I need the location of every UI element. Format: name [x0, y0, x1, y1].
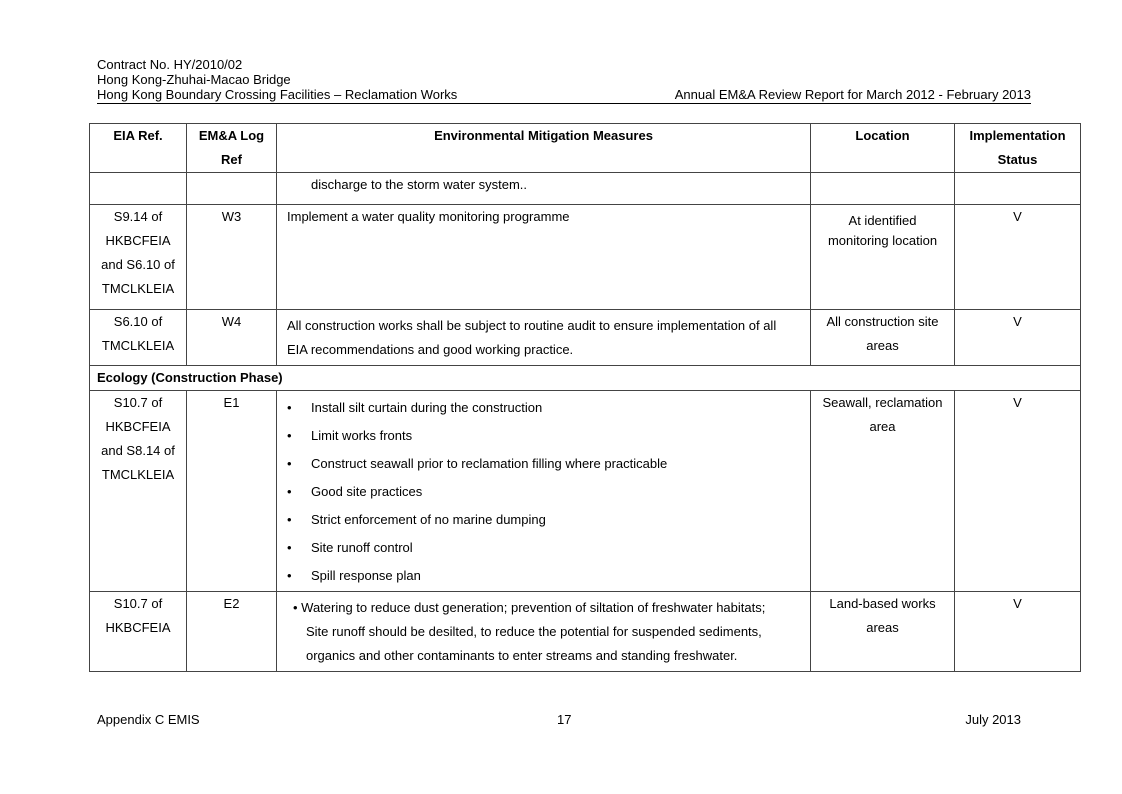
col-eia-ref: EIA Ref. [90, 124, 187, 173]
status-cell: V [955, 310, 1081, 366]
status-cell: V [955, 205, 1081, 310]
table-row [90, 173, 1081, 205]
measure-cell: Implement a water quality monitoring programme [277, 205, 811, 310]
table-row [90, 205, 1081, 310]
eia-ref-cell: S9.14 of HKBCFEIA and S6.10 of TMCLKLEIA [90, 205, 187, 310]
log-ref-cell: E1 [187, 391, 277, 592]
log-ref-cell: W4 [187, 310, 277, 366]
list-item: • Good site practices [287, 478, 804, 506]
measure-cell: All construction works shall be subject to routine audit to ensure implementation of all EIA recommendations and good working practice. [277, 310, 811, 366]
bullet-list [287, 394, 804, 590]
project-name: Hong Kong-Zhuhai-Macao Bridge [97, 72, 291, 87]
section-title: Ecology (Construction Phase) [90, 366, 1081, 391]
log-ref-cell: W3 [187, 205, 277, 310]
col-location: Location [811, 124, 955, 173]
measure-cell: • Watering to reduce dust generation; prevention of siltation of freshwater habitats; Site runoff should be desilted, to reduce the potential for suspended sediments, organics and other contaminants to enter streams and standing freshwater. [277, 592, 811, 672]
section-row-ecology [90, 366, 1081, 391]
eia-ref-cell: S6.10 of TMCLKLEIA [90, 310, 187, 366]
emis-table [89, 123, 1081, 672]
table-row [90, 310, 1081, 366]
contract-number: Contract No. HY/2010/02 [97, 57, 243, 72]
table-row [90, 592, 1081, 672]
table-header-row [90, 124, 1081, 173]
status-cell: V [955, 592, 1081, 672]
list-item: • Strict enforcement of no marine dumping [287, 506, 804, 534]
location-cell: Seawall, reclamation area [811, 391, 955, 592]
location-cell: At identified monitoring location [811, 205, 955, 310]
eia-ref-cell: S10.7 of HKBCFEIA and S8.14 of TMCLKLEIA [90, 391, 187, 592]
location-cell: Land-based works areas [811, 592, 955, 672]
col-ema-log-ref: EM&A Log Ref [187, 124, 277, 173]
log-ref-cell: E2 [187, 592, 277, 672]
measure-cell: discharge to the storm water system.. [277, 173, 811, 205]
list-item: • Construct seawall prior to reclamation filling where practicable [287, 450, 804, 478]
col-status: Implementation Status [955, 124, 1081, 173]
location-cell: All construction site areas [811, 310, 955, 366]
appendix-label: Appendix C EMIS [97, 712, 200, 727]
table-row [90, 391, 1081, 592]
col-measures: Environmental Mitigation Measures [277, 124, 811, 173]
measure-cell [277, 391, 811, 592]
list-item: • Limit works fronts [287, 422, 804, 450]
list-item: • Site runoff control [287, 534, 804, 562]
page-header [97, 57, 1031, 102]
eia-ref-cell: S10.7 of HKBCFEIA [90, 592, 187, 672]
report-title: Annual EM&A Review Report for March 2012 - February 2013 [674, 87, 1031, 102]
list-item: • Spill response plan [287, 562, 804, 590]
report-date: July 2013 [965, 712, 1021, 727]
page-number: 17 [557, 712, 572, 727]
works-name: Hong Kong Boundary Crossing Facilities – Reclamation Works [97, 87, 458, 102]
page-footer [97, 712, 1021, 727]
list-item: • Install silt curtain during the construction [287, 394, 804, 422]
status-cell: V [955, 391, 1081, 592]
header-divider [97, 103, 1031, 104]
